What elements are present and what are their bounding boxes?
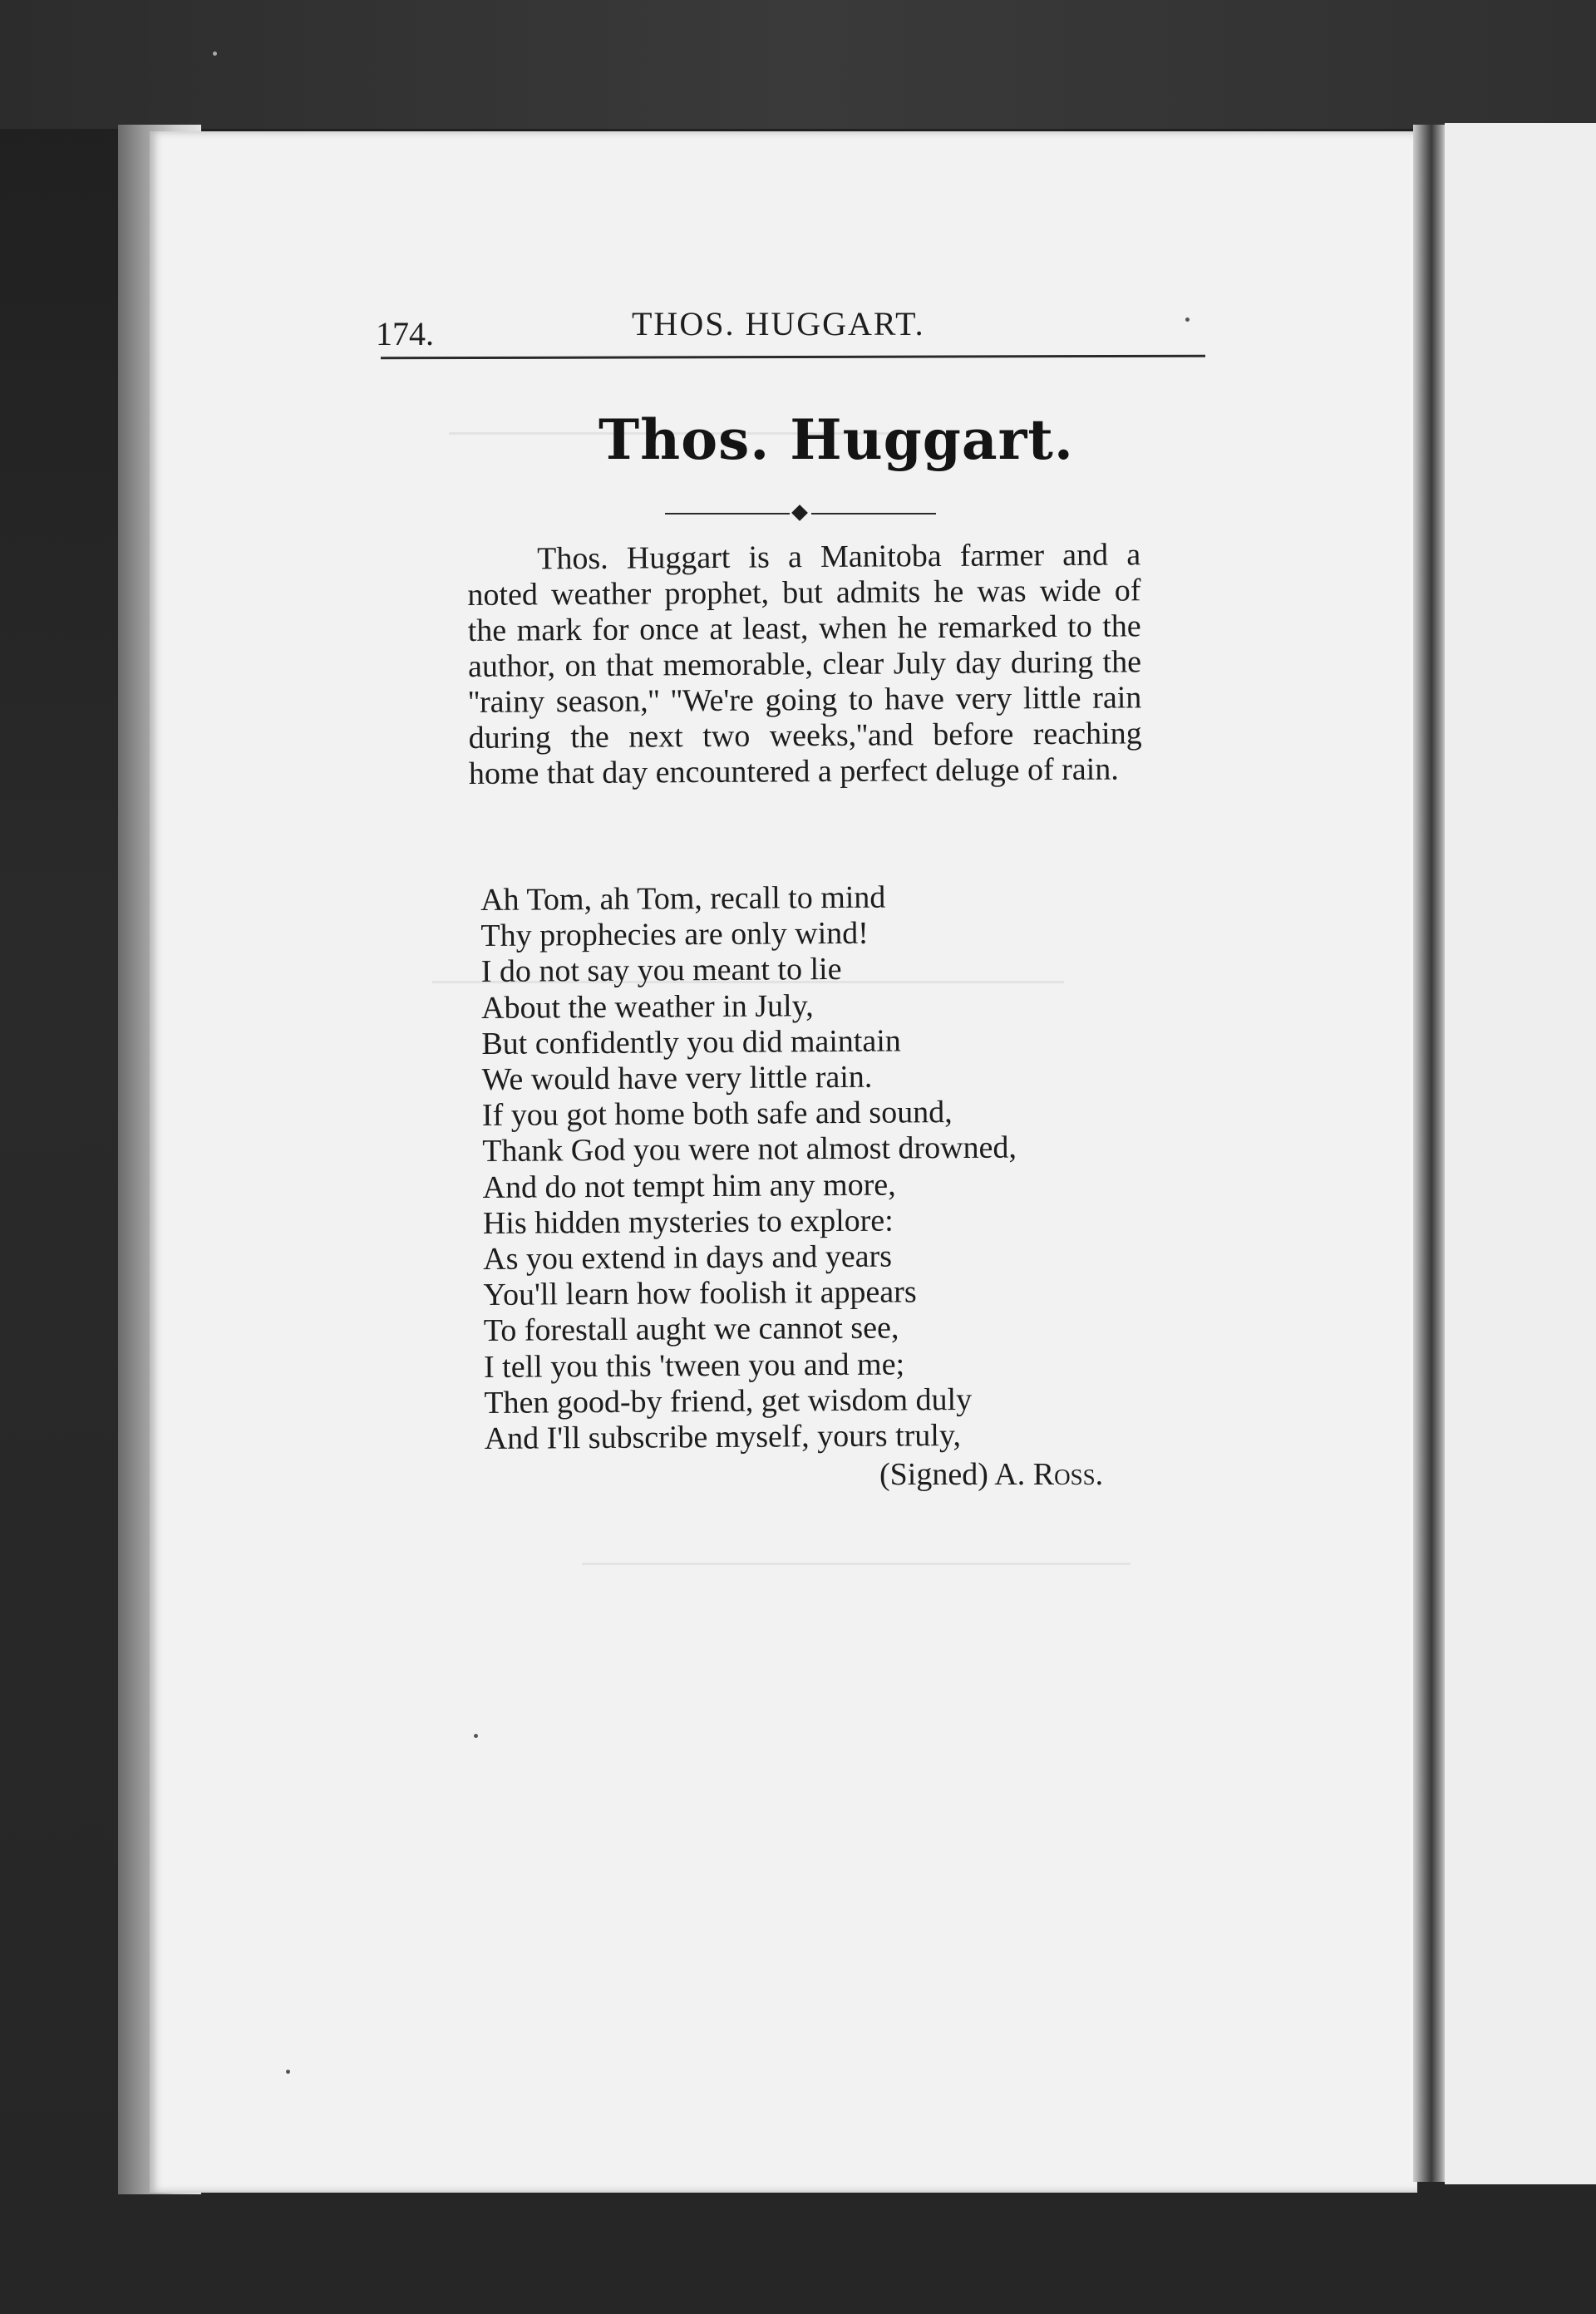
poem <box>480 878 1199 1457</box>
signature-prefix: (Signed) A. <box>879 1457 1033 1492</box>
diamond-icon <box>791 505 808 521</box>
ornament-line-right <box>811 513 936 514</box>
poem-line: I tell you this 'tween you and me; <box>483 1347 905 1385</box>
poem-line: And do not tempt him any more, <box>482 1167 896 1205</box>
poem-line: Then good-by friend, get wisdom duly <box>484 1381 973 1420</box>
signature-name: Ross. <box>1032 1457 1104 1492</box>
scanner-background <box>0 0 1596 129</box>
poem-line: His hidden mysteries to explore: <box>482 1203 894 1241</box>
dust-speck <box>286 2070 290 2074</box>
poem-line: As you extend in days and years <box>483 1238 893 1278</box>
poem-line: If you got home both safe and sound, <box>481 1095 953 1134</box>
signature <box>879 1456 1103 1493</box>
poem-line: About the weather in July, <box>480 987 814 1026</box>
poem-line: And I'll subscribe myself, yours truly, <box>484 1418 962 1457</box>
ornament-line-left <box>665 513 790 514</box>
bleed-through-mark <box>582 1563 1130 1565</box>
intro-paragraph: Thos. Huggart is a Manitoba farmer and a noted weather prophet, but admits he was wide of the mark for once at least, when he remarked to the author, on that memorable, clear July day during the ''rainy season,'' ''We're going to have very little rain during the next two weeks,''and before reaching home that day encountered a perfect deluge of rain. <box>467 537 1142 791</box>
poem-line: But confidently you did maintain <box>481 1023 901 1061</box>
poem-line: Ah Tom, ah Tom, recall to mind <box>480 879 886 918</box>
poem-line: Thank God you were not almost drowned, <box>482 1130 1017 1169</box>
poem-line: You'll learn how foolish it appears <box>483 1274 917 1313</box>
dust-speck <box>1185 318 1190 322</box>
dust-speck <box>474 1734 478 1738</box>
page-number: 174. <box>376 315 434 352</box>
running-head-title: THOS. HUGGART. <box>632 305 925 342</box>
dust-speck <box>213 52 217 56</box>
book-gutter <box>1413 125 1446 2182</box>
poem-line: We would have very little rain. <box>481 1059 873 1098</box>
poem-line: Thy prophecies are only wind! <box>480 915 869 954</box>
title-ornament <box>665 505 936 522</box>
poem-line: I do not say you meant to lie <box>480 952 842 990</box>
poem-line: To forestall aught we cannot see, <box>483 1310 899 1349</box>
right-page-edge <box>1445 123 1596 2184</box>
article-title: Thos. Huggart. <box>598 407 1074 472</box>
